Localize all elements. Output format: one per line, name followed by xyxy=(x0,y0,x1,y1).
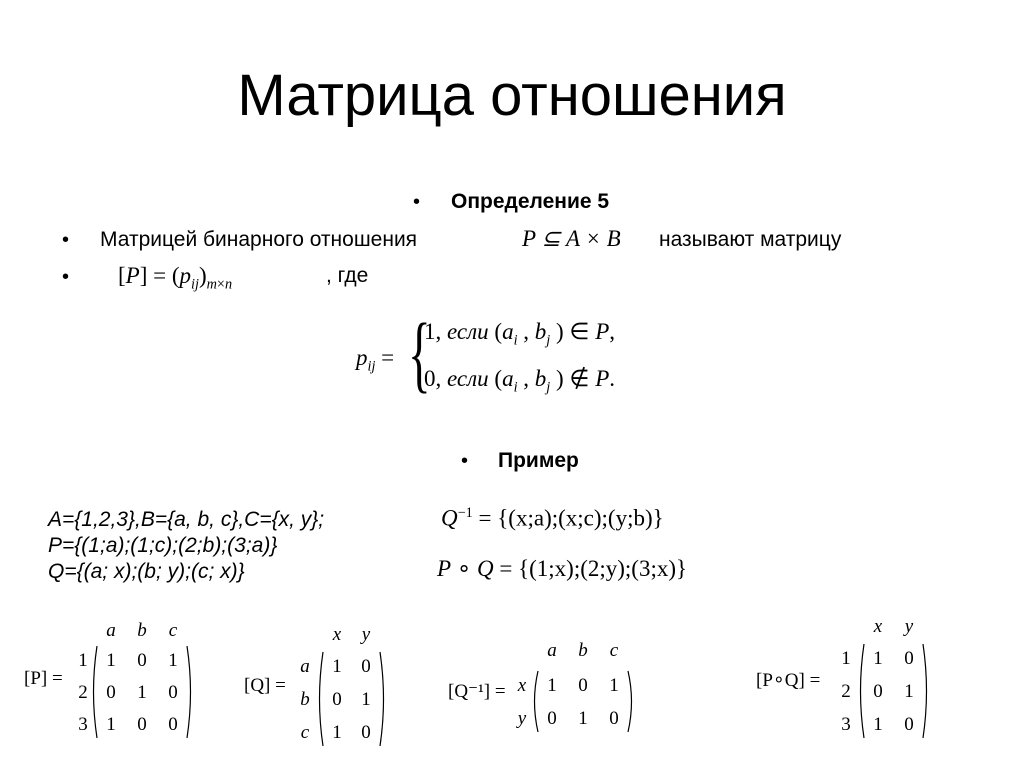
matrix-cell: 1 xyxy=(137,682,147,703)
matrix-cell: 0 xyxy=(361,656,371,677)
matrix-cell: 1 xyxy=(609,675,619,696)
set-line: P={(1;a);(1;c);(2;b);(3;a)} xyxy=(48,534,278,557)
matrix-cell: 1 xyxy=(106,714,116,735)
bullet: • xyxy=(461,450,469,472)
definition-tail: называют матрицу xyxy=(659,228,842,251)
brace: { xyxy=(408,305,431,401)
definition-label: Определение 5 xyxy=(451,190,610,213)
matrix-q xyxy=(244,624,384,746)
matrix-cell: 0 xyxy=(137,650,147,671)
matrix-p-compose-q xyxy=(756,616,927,738)
set-definitions xyxy=(48,507,324,585)
matrix-cell: 0 xyxy=(168,682,178,703)
matrix-cell: 0 xyxy=(168,714,178,735)
bullet: • xyxy=(62,229,70,251)
matrix-cell: 0 xyxy=(873,681,883,702)
composition-formula: P ∘ Q = {(1;x);(2;y);(3;x)} xyxy=(437,556,688,581)
relation-formula: P ⊆ A × B xyxy=(522,226,621,251)
row-label: a xyxy=(300,656,310,677)
matrix-cell: 0 xyxy=(361,722,371,743)
left-paren xyxy=(861,644,865,738)
row-label: 1 xyxy=(841,648,851,669)
composition-value: = {(1;x);(2;y);(3;x)} xyxy=(499,556,688,581)
matrix-cell: 0 xyxy=(609,708,619,729)
matrix-cell: 1 xyxy=(873,714,883,735)
matrix-name: [Q] = xyxy=(244,675,286,696)
left-paren xyxy=(535,671,539,732)
matrix-p xyxy=(24,620,191,738)
row-label: 1 xyxy=(78,650,88,671)
matrix-cell: 0 xyxy=(137,714,147,735)
column-label: a xyxy=(547,640,557,661)
q-inverse-value: = {(x;a);(x;c);(y;b)} xyxy=(478,505,664,531)
column-label: x xyxy=(332,624,342,645)
matrix-cell: 1 xyxy=(547,675,557,696)
right-paren xyxy=(628,671,632,732)
row-label: 2 xyxy=(78,682,88,703)
matrix-name: [P] = xyxy=(24,668,63,689)
matrix-cell: 1 xyxy=(332,656,342,677)
bullet: • xyxy=(413,191,421,213)
column-label: y xyxy=(361,624,371,645)
column-label: y xyxy=(904,616,914,637)
matrix-cell: 0 xyxy=(904,714,914,735)
row-label: y xyxy=(517,708,527,729)
matrix-name: [Q⁻¹] = xyxy=(448,681,506,702)
matrix-cell: 0 xyxy=(547,708,557,729)
example-label: Пример xyxy=(498,449,579,472)
matrix-cell: 0 xyxy=(106,682,116,703)
row-label: 2 xyxy=(841,681,851,702)
column-label: x xyxy=(873,616,883,637)
matrix-cell: 1 xyxy=(332,722,342,743)
slide-title: Матрица отношения xyxy=(237,63,787,128)
column-label: c xyxy=(609,640,619,661)
column-label: a xyxy=(106,620,116,641)
matrix-formula: $[P] = (p_{ij})_{m\times n}$ xyxy=(118,263,233,293)
q-inverse-formula: $Q^{-1}$ = {(x;a);(x;c);(y;b)} xyxy=(441,505,664,531)
pij-lhs: $p_{ij}$ = xyxy=(356,345,395,375)
matrix-cell: 1 xyxy=(904,681,914,702)
matrix-name: [P∘Q] = xyxy=(756,670,821,691)
column-label: b xyxy=(578,640,588,661)
matrices-area xyxy=(0,600,1024,768)
matrix-cell: 1 xyxy=(578,708,588,729)
matrix-cell: 0 xyxy=(904,648,914,669)
set-line: A={1,2,3},B={a, b, c},C={x, y}; xyxy=(48,508,325,531)
matrix-cell: 1 xyxy=(361,689,371,710)
case-zero: 0, если ($a_i$ , $b_j$ ) ∉ P. xyxy=(424,366,616,396)
right-paren xyxy=(923,644,927,738)
matrix-cell: 0 xyxy=(578,675,588,696)
left-paren xyxy=(320,652,324,746)
matrix-cell: 1 xyxy=(106,650,116,671)
row-label: b xyxy=(300,689,310,710)
matrix-cell: 1 xyxy=(168,650,178,671)
column-label: c xyxy=(168,620,178,641)
left-paren xyxy=(94,646,98,738)
row-label: c xyxy=(300,722,310,743)
right-paren xyxy=(380,652,384,746)
case-one: 1, если ($a_i$ , $b_j$ ) ∈ P, xyxy=(424,319,616,349)
definition-text: Матрицей бинарного отношения xyxy=(100,228,418,251)
row-label: x xyxy=(517,675,527,696)
column-label: b xyxy=(137,620,147,641)
where-text: , где xyxy=(326,264,369,287)
matrix-q-inverse xyxy=(448,640,632,732)
set-line: Q={(a; x);(b; y);(c; x)} xyxy=(48,560,245,583)
row-label: 3 xyxy=(78,714,88,735)
right-paren xyxy=(187,646,191,738)
matrix-cell: 1 xyxy=(873,648,883,669)
matrix-cell: 0 xyxy=(332,689,342,710)
row-label: 3 xyxy=(841,714,851,735)
bullet: • xyxy=(62,266,70,288)
